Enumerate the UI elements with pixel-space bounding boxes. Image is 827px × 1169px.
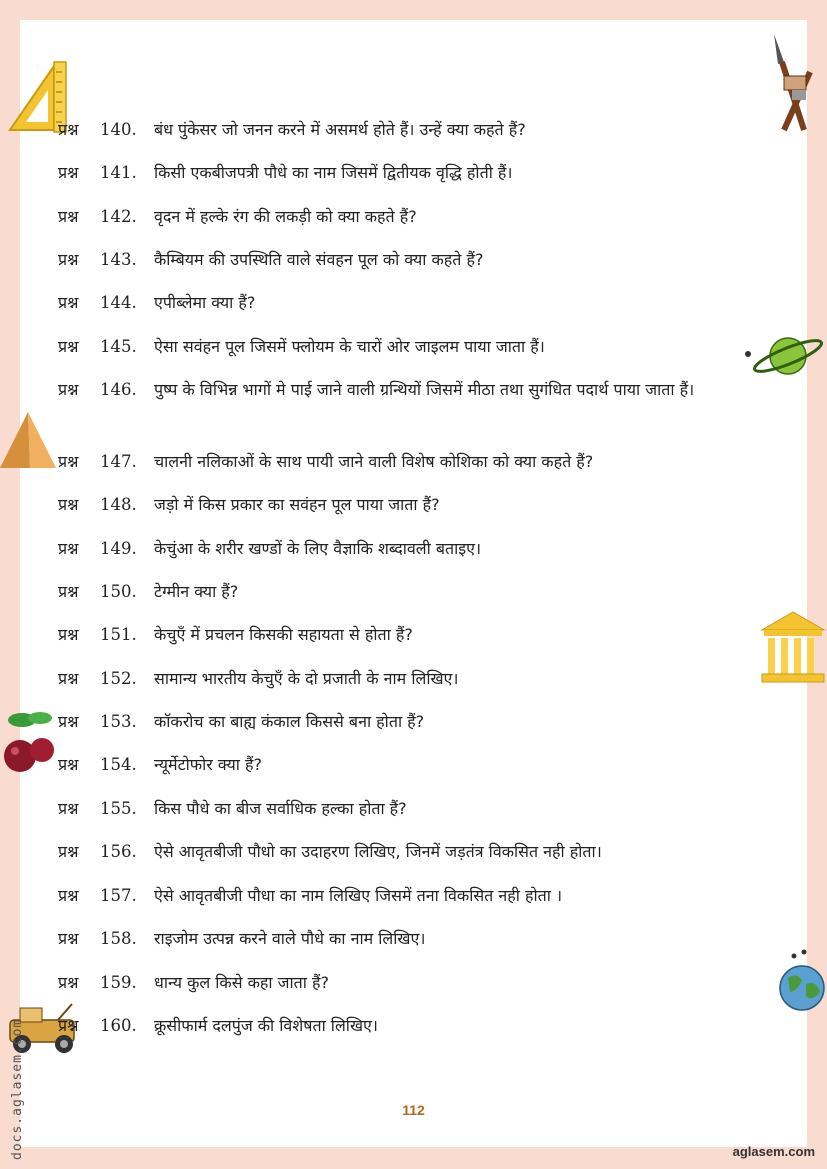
globe-icon [776, 944, 826, 1020]
question-text: केचुंआ के शरीर खण्डों के लिए वैज्ञाकि शब्दावली बताइए। [154, 539, 482, 558]
question-label: प्रश्न [58, 163, 79, 182]
question-label: प्रश्न [58, 712, 79, 731]
question-text: सामान्य भारतीय केचुएँ के दो प्रजाती के नाम लिखिए। [154, 669, 459, 688]
question-number: 150. [100, 582, 137, 601]
question-number: 151. [100, 625, 137, 644]
question-label: प्रश्न [58, 250, 79, 269]
question-text: चालनी नलिकाओं के साथ पायी जाने वाली विशेष कोशिका को क्या कहते हैं? [154, 452, 594, 471]
question-number: 144. [100, 293, 137, 312]
question-label: प्रश्न [58, 495, 79, 514]
question-label: प्रश्न [58, 669, 79, 688]
question-number: 154. [100, 755, 137, 774]
question-text: किसी एकबीजपत्री पौधे का नाम जिसमें द्वितीयक वृद्धि होती हैं। [154, 163, 513, 182]
question-text: राइजोम उत्पन्न करने वाले पौधे का नाम लिखिए। [154, 929, 426, 948]
question-text: एपीब्लेमा क्या हैं? [154, 293, 256, 312]
question-label: प्रश्न [58, 929, 79, 948]
question-label: प्रश्न [58, 120, 79, 139]
question-label: प्रश्न [58, 755, 79, 774]
pyramid-icon [0, 410, 58, 472]
question-number: 146. [100, 380, 137, 399]
question-number: 147. [100, 452, 137, 471]
question-number: 157. [100, 886, 137, 905]
question-text: किस पौधे का बीज सर्वाधिक हल्का होता हैं? [154, 799, 407, 818]
side-watermark: docs.aglasem.com [10, 1018, 25, 1160]
question-text: जड़ो में किस प्रकार का सवंहन पूल पाया जाता हैं? [154, 495, 440, 514]
question-number: 142. [100, 207, 137, 226]
question-text: ऐसा सवंहन पूल जिसमें फ्लोयम के चारों ओर जाइलम पाया जाता हैं। [154, 337, 545, 356]
question-number: 148. [100, 495, 137, 514]
question-label: प्रश्न [58, 625, 79, 644]
page-number: 112 [402, 1102, 425, 1118]
question-label: प्रश्न [58, 539, 79, 558]
question-text: टेग्मीन क्या हैं? [154, 582, 239, 601]
question-text: क्रूसीफार्म दलपुंज की विशेषता लिखिए। [154, 1016, 378, 1035]
question-text: कैम्बियम की उपस्थिति वाले संवहन पूल को क्या कहते हैं? [154, 250, 484, 269]
question-text: ऐसे आवृतबीजी पौधो का उदाहरण लिखिए, जिनमें जड़तंत्र विकसित नही होता। [154, 842, 602, 861]
question-number: 145. [100, 337, 137, 356]
question-label: प्रश्न [58, 973, 79, 992]
question-number: 140. [100, 120, 137, 139]
question-label: प्रश्न [58, 886, 79, 905]
question-text: धान्य कुल किसे कहा जाता हैं? [154, 973, 329, 992]
question-number: 159. [100, 973, 137, 992]
question-number: 143. [100, 250, 137, 269]
question-label: प्रश्न [58, 799, 79, 818]
question-number: 153. [100, 712, 137, 731]
question-text: केचुएँ में प्रचलन किसकी सहायता से होता हैं? [154, 625, 413, 644]
question-number: 149. [100, 539, 137, 558]
question-text: न्यूर्मेटोफोर क्या हैं? [154, 755, 262, 774]
question-label: प्रश्न [58, 582, 79, 601]
cherries-icon [0, 706, 62, 778]
question-label: प्रश्न [58, 293, 79, 312]
question-number: 160. [100, 1016, 137, 1035]
question-label: प्रश्न [58, 452, 79, 471]
question-label: प्रश्न [58, 337, 79, 356]
question-label: प्रश्न [58, 1016, 79, 1035]
question-number: 155. [100, 799, 137, 818]
brand-watermark: aglasem.com [732, 1144, 815, 1159]
question-label: प्रश्न [58, 842, 79, 861]
question-number: 141. [100, 163, 137, 182]
question-text: पुष्प के विभिन्न भागों मे पाई जाने वाली ग्रन्थियों जिसमें मीठा तथा सुगंधित पदार्थ पाया जाता हैं। [154, 380, 695, 399]
question-text: ऐसे आवृतबीजी पौधा का नाम लिखिए जिसमें तना विकसित नही होता । [154, 886, 563, 905]
question-text: वृदन में हल्के रंग की लकड़ी को क्या कहते हैं? [154, 207, 417, 226]
question-label: प्रश्न [58, 207, 79, 226]
question-text: बंध पुंकेसर जो जनन करने में असमर्थ होते हैं। उन्हें क्या कहते हैं? [154, 120, 526, 139]
question-number: 158. [100, 929, 137, 948]
question-number: 152. [100, 669, 137, 688]
question-text: कॉकरोच का बाह्य कंकाल किससे बना होता हैं? [154, 712, 425, 731]
question-number: 156. [100, 842, 137, 861]
question-label: प्रश्न [58, 380, 79, 399]
